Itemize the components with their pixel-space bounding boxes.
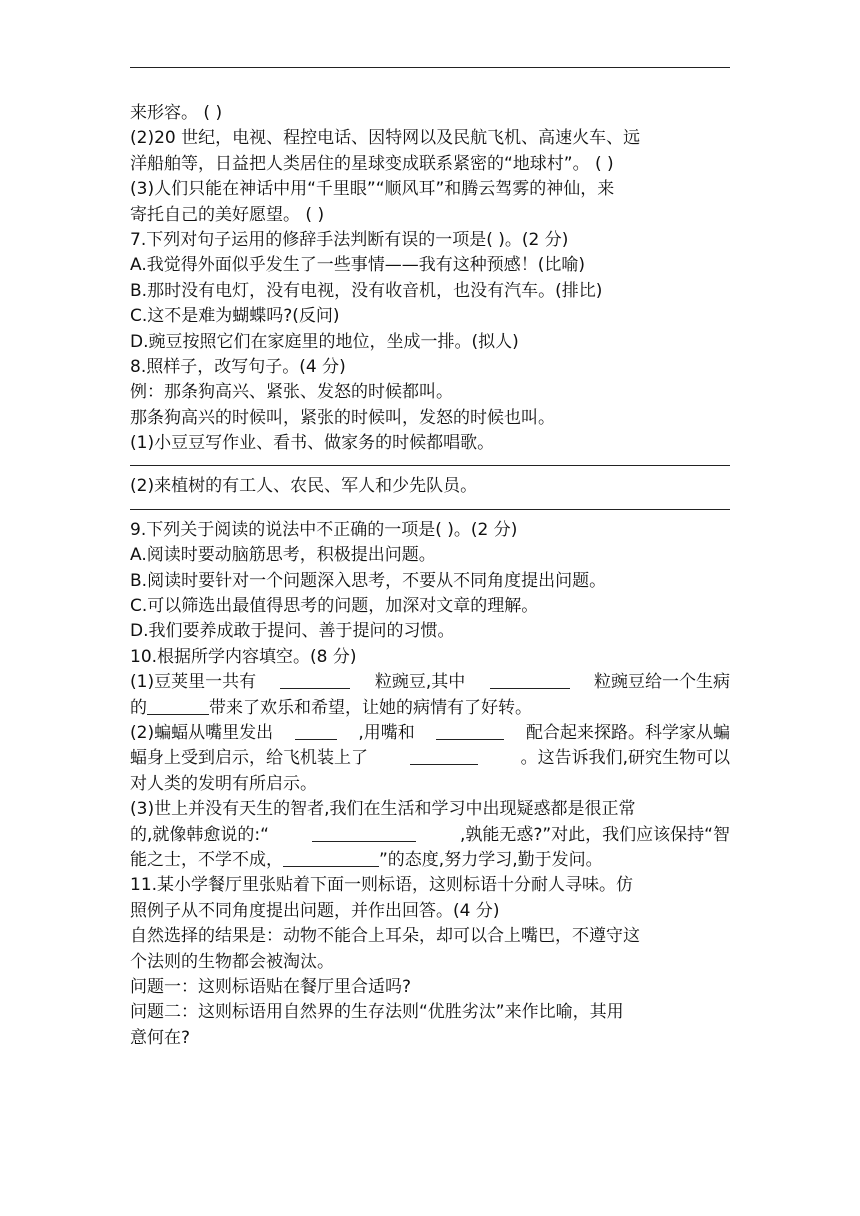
q11-question-1: 问题一：这则标语贴在餐厅里合适吗?	[130, 976, 412, 997]
q11-slogan-line2: 个法则的生物都会被淘汰。	[130, 951, 334, 972]
text-segment: ”的态度,努力学习,勤于发问。	[379, 849, 603, 870]
header-rule	[130, 67, 730, 68]
q11-question-2-line2: 意何在?	[130, 1027, 191, 1048]
text-segment: 带来了欢乐和希望，让她的病情有了好转。	[209, 697, 532, 718]
q7-prompt: 7.下列对句子运用的修辞手法判断有误的一项是( )。(2 分)	[130, 229, 569, 250]
q11-question-2-line1: 问题二：这则标语用自然界的生存法则“优胜劣汰”来作比喻，其用	[130, 1002, 624, 1023]
text-segment: 。这告诉我们,研究生物可以	[520, 748, 730, 769]
q9-prompt: 9.下列关于阅读的说法中不正确的一项是( )。(2 分)	[130, 519, 518, 540]
q10-item3-line3	[130, 848, 730, 873]
q7-option-b: B.那时没有电灯，没有电视，没有收音机，也没有汽车。(排比)	[130, 280, 603, 301]
q10-prompt: 10.根据所学内容填空。(8 分)	[130, 646, 357, 667]
q7-option-d: D.豌豆按照它们在家庭里的地位，坐成一排。(拟人)	[130, 331, 519, 352]
blank-5[interactable]	[436, 721, 504, 740]
q9-option-a: A.阅读时要动脑筋思考，积极提出问题。	[130, 545, 436, 566]
q10-item3-line2	[130, 823, 730, 848]
q10-item2-line1	[130, 721, 730, 746]
blank-7[interactable]	[312, 823, 416, 842]
q9-option-c: C.可以筛选出最值得思考的问题，加深对文章的理解。	[130, 596, 539, 617]
q6-item3-line2: 寄托自己的美好愿望。 ( )	[130, 204, 325, 225]
q8-example-answer: 那条狗高兴的时候叫，紧张的时候叫，发怒的时候也叫。	[130, 407, 555, 428]
q6-item1-tail: 来形容。 ( )	[130, 103, 223, 123]
text-segment: 的	[130, 697, 147, 718]
blank-1[interactable]	[280, 670, 350, 689]
q6-item2-line2: 洋船舶等，日益把人类居住的星球变成联系紧密的“地球村”。 ( )	[130, 153, 614, 174]
q6-item2-line1: (2)20 世纪，电视、程控电话、因特网以及民航飞机、高速火车、远	[130, 128, 641, 149]
text-segment: 蝠身上受到启示，给飞机装上了	[130, 748, 368, 769]
blank-4[interactable]	[295, 721, 337, 740]
blank-6[interactable]	[410, 746, 478, 765]
q7-option-c: C.这不是难为蝴蝶吗?(反问)	[130, 306, 340, 327]
text-segment: ,孰能无惑?”对此，我们应该保持“智	[459, 824, 730, 845]
q8-example: 例：那条狗高兴、紧张、发怒的时候都叫。	[130, 382, 453, 403]
text-segment: 粒豌豆,其中	[374, 672, 466, 693]
text-segment: 配合起来探路。科学家从蝙	[526, 722, 730, 743]
q7-option-a: A.我觉得外面似乎发生了一些事情——我有这种预感！(比喻)	[130, 255, 585, 276]
document-body	[130, 101, 730, 1051]
text-segment: 粒豌豆给一个生病	[594, 672, 730, 693]
text-segment: (1)豆荚里一共有	[130, 672, 257, 693]
q11-slogan-line1: 自然选择的结果是：动物不能合上耳朵，却可以合上嘴巴，不遵守这	[130, 926, 640, 947]
q6-item3-line1: (3)人们只能在神话中用“千里眼”“顺风耳”和腾云驾雾的神仙，来	[130, 179, 615, 200]
q11-prompt-line1: 11.某小学餐厅里张贴着下面一则标语，这则标语十分耐人寻味。仿	[130, 875, 634, 896]
q11-prompt-line2: 照例子从不同角度提出问题，并作出回答。(4 分)	[130, 900, 500, 921]
blank-8[interactable]	[283, 848, 379, 867]
q10-item1-line1	[130, 670, 730, 695]
q10-item1-line2	[130, 696, 730, 721]
q9-option-d: D.我们要养成敢于提问、善于提问的习惯。	[130, 621, 455, 642]
q8-item2: (2)来植树的有工人、农民、军人和少先队员。	[130, 476, 478, 497]
blank-2[interactable]	[490, 670, 570, 689]
text-segment: 的,就像韩愈说的:“	[130, 824, 269, 845]
blank-3[interactable]	[147, 696, 209, 715]
q8-item1-answer-line[interactable]	[130, 456, 730, 466]
text-segment: ,用嘴和	[358, 722, 415, 743]
q10-item2-line2	[130, 746, 730, 771]
text-segment: (2)蝙蝠从嘴里发出	[130, 722, 274, 743]
text-segment: 能之士，不学不成，	[130, 849, 283, 870]
q8-item2-answer-line[interactable]	[130, 500, 730, 510]
q8-prompt: 8.照样子，改写句子。(4 分)	[130, 356, 346, 377]
q9-option-b: B.阅读时要针对一个问题深入思考，不要从不同角度提出问题。	[130, 570, 607, 591]
q10-item2-line3: 对人类的发明有所启示。	[130, 773, 317, 794]
q10-item3-line1: (3)世上并没有天生的智者,我们在生活和学习中出现疑惑都是很正常	[130, 799, 636, 820]
q8-item1: (1)小豆豆写作业、看书、做家务的时候都唱歌。	[130, 433, 495, 454]
